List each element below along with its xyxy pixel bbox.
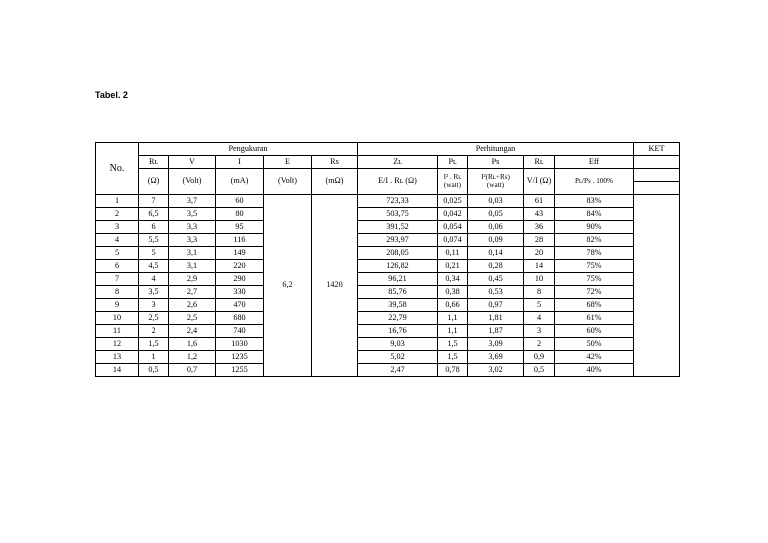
i-unit: (mA): [216, 169, 264, 195]
table-row: [96, 208, 680, 221]
cell-pl: 0,11: [438, 247, 468, 260]
zl-unit: E/I . Rʟ (Ω): [358, 169, 438, 195]
cell-rl: 3: [139, 299, 169, 312]
cell-rl2: 61: [524, 195, 555, 208]
cell-zl: 39,58: [358, 299, 438, 312]
cell-rs: 1420: [312, 195, 358, 377]
table-row: [96, 364, 680, 377]
table-row: [96, 299, 680, 312]
cell-v: 2,7: [169, 286, 216, 299]
cell-no: 10: [96, 312, 139, 325]
cell-e: 6,2: [264, 195, 312, 377]
cell-eff: 72%: [555, 286, 634, 299]
cell-eff: 60%: [555, 325, 634, 338]
cell-ps: 0,06: [468, 221, 524, 234]
cell-eff: 75%: [555, 273, 634, 286]
pl-formula: I² . Rʟ: [443, 173, 462, 182]
cell-i: 740: [216, 325, 264, 338]
cell-pl: 1,1: [438, 325, 468, 338]
cell-no: 5: [96, 247, 139, 260]
cell-rl: 3,5: [139, 286, 169, 299]
rl-header: Rʟ: [139, 156, 169, 169]
ps-header: Ps: [468, 156, 524, 169]
cell-rl2: 4: [524, 312, 555, 325]
cell-v: 3,3: [169, 234, 216, 247]
cell-rl: 1,5: [139, 338, 169, 351]
cell-v: 1,6: [169, 338, 216, 351]
note-cell: [634, 156, 680, 169]
cell-pl: 0,66: [438, 299, 468, 312]
cell-zl: 9,03: [358, 338, 438, 351]
cell-i: 80: [216, 208, 264, 221]
cell-v: 1,2: [169, 351, 216, 364]
cell-ps: 0,05: [468, 208, 524, 221]
cell-zl: 96,21: [358, 273, 438, 286]
cell-eff: 90%: [555, 221, 634, 234]
cell-zl: 5,02: [358, 351, 438, 364]
table-row: [96, 221, 680, 234]
cell-no: 14: [96, 364, 139, 377]
note-header: KET: [634, 143, 680, 156]
note-cell: [634, 182, 680, 195]
cell-i: 680: [216, 312, 264, 325]
pl-unit: [438, 169, 468, 195]
cell-pl: 0,054: [438, 221, 468, 234]
ps-formula: I²(Rʟ+Rs): [481, 173, 510, 182]
cell-v: 3,3: [169, 221, 216, 234]
cell-rl: 2,5: [139, 312, 169, 325]
cell-ps: 3,09: [468, 338, 524, 351]
cell-zl: 503,75: [358, 208, 438, 221]
cell-ps: 0,28: [468, 260, 524, 273]
cell-i: 1235: [216, 351, 264, 364]
measurement-group-header: Pengukuran: [139, 143, 358, 156]
cell-i: 95: [216, 221, 264, 234]
zl-header: Zʟ: [358, 156, 438, 169]
cell-zl: 293,97: [358, 234, 438, 247]
table-row: [96, 234, 680, 247]
cell-v: 3,7: [169, 195, 216, 208]
cell-v: 2,6: [169, 299, 216, 312]
cell-zl: 391,52: [358, 221, 438, 234]
calculation-group-header: Perhitungan: [358, 143, 634, 156]
cell-eff: 68%: [555, 299, 634, 312]
cell-rl2: 3: [524, 325, 555, 338]
table-row: [96, 338, 680, 351]
cell-pl: 0,042: [438, 208, 468, 221]
note-cell: [634, 169, 680, 182]
rl-unit: (Ω): [139, 169, 169, 195]
cell-pl: 0,78: [438, 364, 468, 377]
cell-no: 1: [96, 195, 139, 208]
ps-unit-label: (watt): [486, 180, 505, 189]
cell-v: 2,9: [169, 273, 216, 286]
table-row: [96, 312, 680, 325]
table-row: [96, 260, 680, 273]
cell-zl: 16,76: [358, 325, 438, 338]
rs-unit: (mΩ): [312, 169, 358, 195]
cell-pl: 1,5: [438, 351, 468, 364]
cell-rl2: 0,9: [524, 351, 555, 364]
cell-v: 3,5: [169, 208, 216, 221]
cell-rl2: 8: [524, 286, 555, 299]
cell-no: 3: [96, 221, 139, 234]
cell-zl: 2,47: [358, 364, 438, 377]
cell-rl2: 43: [524, 208, 555, 221]
cell-rl: 5,5: [139, 234, 169, 247]
cell-i: 149: [216, 247, 264, 260]
rs-header: Rs: [312, 156, 358, 169]
cell-ps: 0,53: [468, 286, 524, 299]
cell-no: 9: [96, 299, 139, 312]
cell-rl2: 28: [524, 234, 555, 247]
cell-i: 1030: [216, 338, 264, 351]
cell-ps: 0,09: [468, 234, 524, 247]
cell-rl: 1: [139, 351, 169, 364]
rl2-unit: V/I (Ω): [524, 169, 555, 195]
cell-eff: 42%: [555, 351, 634, 364]
cell-ps: 0,45: [468, 273, 524, 286]
cell-eff: 84%: [555, 208, 634, 221]
cell-rl2: 14: [524, 260, 555, 273]
cell-eff: 61%: [555, 312, 634, 325]
cell-zl: 126,82: [358, 260, 438, 273]
pl-unit-label: (watt): [443, 180, 462, 189]
e-header: E: [264, 156, 312, 169]
cell-rl2: 5: [524, 299, 555, 312]
cell-pl: 0,38: [438, 286, 468, 299]
cell-eff: 78%: [555, 247, 634, 260]
table-row: [96, 325, 680, 338]
cell-eff: 83%: [555, 195, 634, 208]
cell-pl: 1,1: [438, 312, 468, 325]
eff-header: Eff: [555, 156, 634, 169]
cell-rl2: 20: [524, 247, 555, 260]
rl2-header: Rʟ: [524, 156, 555, 169]
cell-i: 330: [216, 286, 264, 299]
cell-no: 4: [96, 234, 139, 247]
cell-v: 2,4: [169, 325, 216, 338]
cell-no: 8: [96, 286, 139, 299]
cell-rl: 6: [139, 221, 169, 234]
cell-ps: 0,97: [468, 299, 524, 312]
cell-eff: 40%: [555, 364, 634, 377]
cell-rl: 4: [139, 273, 169, 286]
cell-ps: 3,02: [468, 364, 524, 377]
cell-pl: 0,21: [438, 260, 468, 273]
pl-header: Pʟ: [438, 156, 468, 169]
cell-ps: 1,81: [468, 312, 524, 325]
cell-rl: 7: [139, 195, 169, 208]
cell-i: 1255: [216, 364, 264, 377]
cell-zl: 85,76: [358, 286, 438, 299]
note-column: [634, 195, 680, 377]
e-unit: (Volt): [264, 169, 312, 195]
cell-ps: 0,14: [468, 247, 524, 260]
cell-i: 290: [216, 273, 264, 286]
table-row: [96, 286, 680, 299]
cell-i: 470: [216, 299, 264, 312]
cell-v: 0,7: [169, 364, 216, 377]
cell-zl: 22,79: [358, 312, 438, 325]
cell-no: 12: [96, 338, 139, 351]
cell-eff: 50%: [555, 338, 634, 351]
cell-pl: 0,074: [438, 234, 468, 247]
cell-no: 6: [96, 260, 139, 273]
no-header: No.: [96, 143, 139, 195]
cell-no: 11: [96, 325, 139, 338]
cell-ps: 1,87: [468, 325, 524, 338]
cell-v: 3,1: [169, 247, 216, 260]
cell-rl2: 2: [524, 338, 555, 351]
cell-ps: 3,69: [468, 351, 524, 364]
cell-ps: 0,03: [468, 195, 524, 208]
v-header: V: [169, 156, 216, 169]
table-row: [96, 195, 680, 208]
cell-zl: 723,33: [358, 195, 438, 208]
cell-pl: 1,5: [438, 338, 468, 351]
cell-pl: 0,34: [438, 273, 468, 286]
cell-pl: 0,025: [438, 195, 468, 208]
cell-i: 60: [216, 195, 264, 208]
cell-rl2: 36: [524, 221, 555, 234]
cell-i: 116: [216, 234, 264, 247]
cell-no: 13: [96, 351, 139, 364]
cell-rl: 0,5: [139, 364, 169, 377]
i-header: I: [216, 156, 264, 169]
table-row: [96, 351, 680, 364]
cell-i: 220: [216, 260, 264, 273]
cell-rl: 6,5: [139, 208, 169, 221]
cell-eff: 82%: [555, 234, 634, 247]
measurement-table: [95, 142, 680, 377]
cell-rl: 5: [139, 247, 169, 260]
cell-v: 2,5: [169, 312, 216, 325]
table-row: [96, 273, 680, 286]
v-unit: (Volt): [169, 169, 216, 195]
table-caption: Tabel. 2: [95, 90, 128, 100]
cell-rl2: 10: [524, 273, 555, 286]
eff-unit: Pʟ/Ps . 100%: [555, 169, 634, 195]
cell-rl2: 0,5: [524, 364, 555, 377]
cell-eff: 75%: [555, 260, 634, 273]
cell-rl: 2: [139, 325, 169, 338]
ps-unit: [468, 169, 524, 195]
cell-rl: 4,5: [139, 260, 169, 273]
cell-no: 7: [96, 273, 139, 286]
cell-zl: 208,05: [358, 247, 438, 260]
cell-no: 2: [96, 208, 139, 221]
cell-v: 3,1: [169, 260, 216, 273]
table-row: [96, 247, 680, 260]
